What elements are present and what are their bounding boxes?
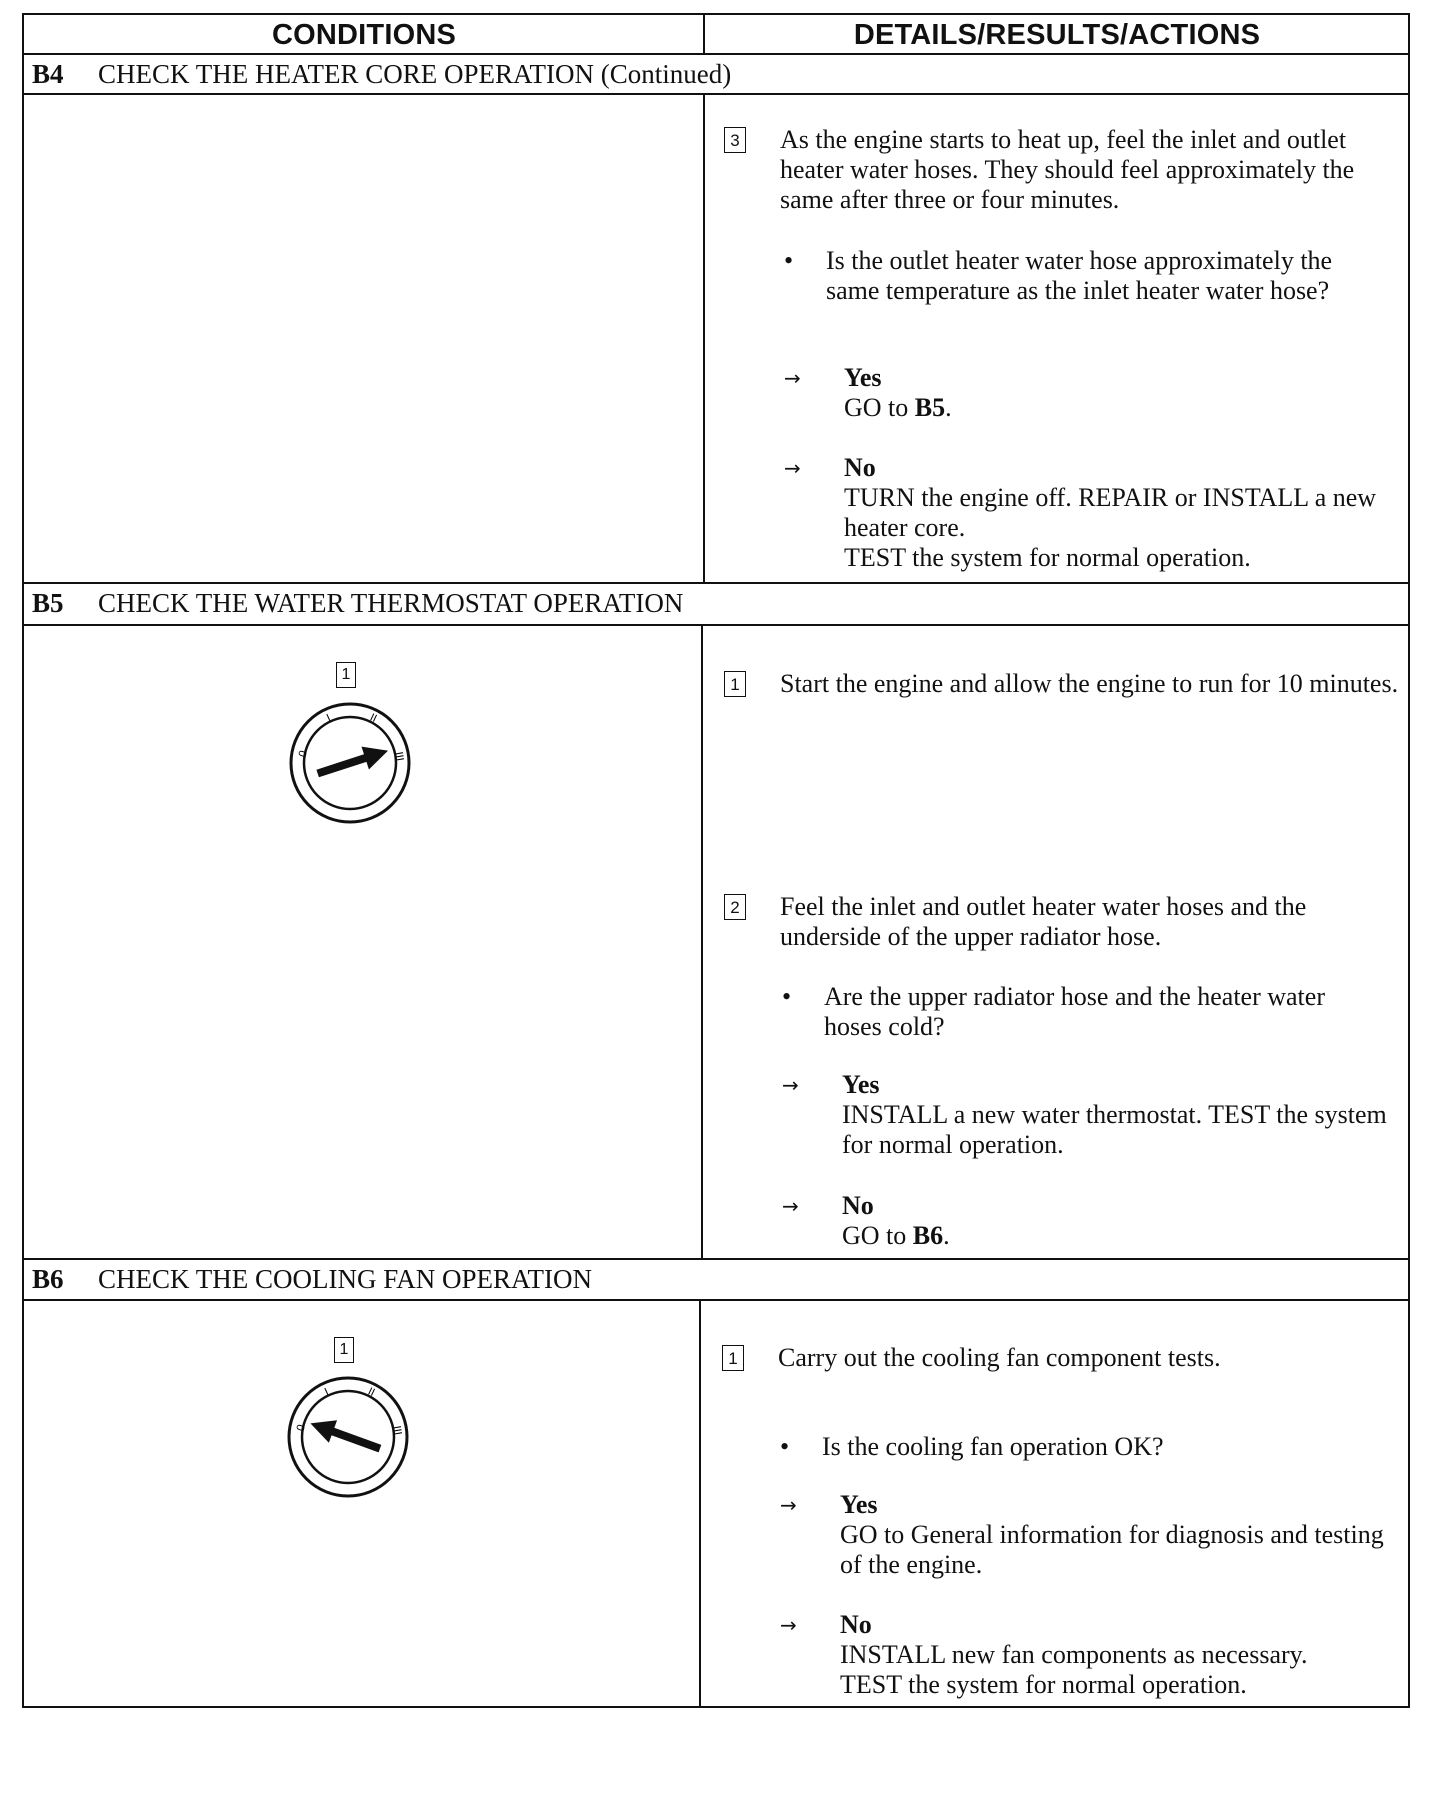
action-text: TEST the system for normal operation. [840, 1670, 1247, 1699]
col-header-conditions: CONDITIONS [271, 19, 457, 51]
arrow-right-icon: → [780, 1613, 797, 1637]
ignition-dial-off-icon [286, 1375, 410, 1499]
step-text: Carry out the cooling fan component tests. [778, 1343, 1221, 1372]
section-title-text: CHECK THE COOLING FAN OPERATION [98, 1264, 593, 1294]
section-title-text: CHECK THE WATER THERMOSTAT OPERATION [98, 588, 684, 618]
dial-mark: II [367, 711, 379, 726]
arrow-right-icon: → [784, 366, 801, 390]
b5-no [782, 1191, 1402, 1255]
action-text: GO to General information for diagnosis and testing of the engine. [840, 1520, 1384, 1579]
rule [24, 93, 1408, 95]
b5-question [782, 982, 1382, 1046]
dial-pointer [314, 739, 392, 785]
yes-label: Yes [840, 1490, 878, 1519]
section-id: B5 [32, 588, 64, 618]
ignition-dial-high-icon [288, 701, 412, 825]
b4-step-3 [724, 125, 1404, 221]
dial-mark: II [365, 1385, 377, 1400]
dial-pointer [306, 1412, 384, 1460]
no-label: No [844, 453, 876, 482]
question-text: Are the upper radiator hose and the heater water hoses cold? [824, 982, 1325, 1041]
step-number-box: 3 [724, 127, 746, 153]
bullet-icon: • [784, 246, 794, 275]
rule [24, 1299, 1408, 1301]
step-text: Feel the inlet and outlet heater water hoses and the underside of the upper radiator hose. [780, 892, 1307, 951]
b5-yes [782, 1070, 1402, 1164]
bullet-icon: • [780, 1432, 790, 1461]
dial-mark: I [322, 1386, 331, 1399]
section-ref: B5 [914, 393, 946, 422]
section-title-text: CHECK THE HEATER CORE OPERATION (Continued) [98, 59, 732, 89]
rule [24, 624, 1408, 626]
action-text: . [943, 1221, 950, 1250]
dial-mark: 0 [294, 1423, 308, 1433]
action-text: GO to [844, 393, 915, 422]
section-id: B4 [32, 59, 64, 89]
b4-yes [784, 363, 1404, 427]
step-number-box: 2 [724, 894, 746, 920]
action-text: INSTALL new fan components as necessary. [840, 1640, 1308, 1669]
dial-mark: 0 [296, 749, 310, 759]
action-text: INSTALL a new water thermostat. TEST the system for normal operation. [842, 1100, 1387, 1159]
step-text: Start the engine and allow the engine to run for 10 minutes. [780, 669, 1399, 698]
b6-yes [780, 1490, 1406, 1584]
step-number-box: 1 [724, 671, 746, 697]
b4-no [784, 453, 1404, 577]
action-text: TURN the engine off. REPAIR or INSTALL a new heater core. [844, 483, 1377, 542]
dial-mark: III [392, 750, 406, 763]
yes-label: Yes [844, 363, 882, 392]
question-text: Is the cooling fan operation OK? [822, 1432, 1164, 1461]
rule [703, 15, 705, 53]
yes-label: Yes [842, 1070, 880, 1099]
arrow-right-icon: → [782, 1073, 799, 1097]
b6-no [780, 1610, 1406, 1704]
step-text: As the engine starts to heat up, feel the inlet and outlet heater water hoses. They should feel approximately the same after three or four minutes. [780, 125, 1355, 214]
section-ref: B6 [912, 1221, 944, 1250]
b6-step-1 [722, 1343, 1402, 1377]
col-header-details: DETAILS/RESULTS/ACTIONS [853, 19, 1261, 51]
section-b5-title [32, 584, 683, 622]
no-label: No [842, 1191, 874, 1220]
action-text: . [945, 393, 952, 422]
step-number-box: 1 [722, 1345, 744, 1371]
rule [699, 1299, 701, 1708]
b5-step-2 [724, 892, 1404, 956]
action-text: GO to [842, 1221, 913, 1250]
figure-step-number: 1 [334, 1337, 354, 1363]
figure-step-number: 1 [336, 662, 356, 688]
section-b4-title [32, 55, 731, 93]
diagnostic-table [22, 13, 1410, 1708]
rule [701, 624, 703, 1258]
dial-mark: III [390, 1424, 404, 1437]
rule [703, 93, 705, 582]
question-text: Is the outlet heater water hose approximately the same temperature as the inlet heater water hose? [826, 246, 1333, 305]
b4-question [784, 246, 1384, 342]
b6-question [780, 1432, 1380, 1466]
action-text: TEST the system for normal operation. [844, 543, 1251, 572]
b5-step-1 [724, 669, 1404, 733]
section-b6-title [32, 1260, 592, 1298]
bullet-icon: • [782, 982, 792, 1011]
arrow-right-icon: → [780, 1493, 797, 1517]
no-label: No [840, 1610, 872, 1639]
arrow-right-icon: → [784, 456, 801, 480]
section-id: B6 [32, 1264, 64, 1294]
dial-mark: I [324, 712, 333, 725]
arrow-right-icon: → [782, 1194, 799, 1218]
